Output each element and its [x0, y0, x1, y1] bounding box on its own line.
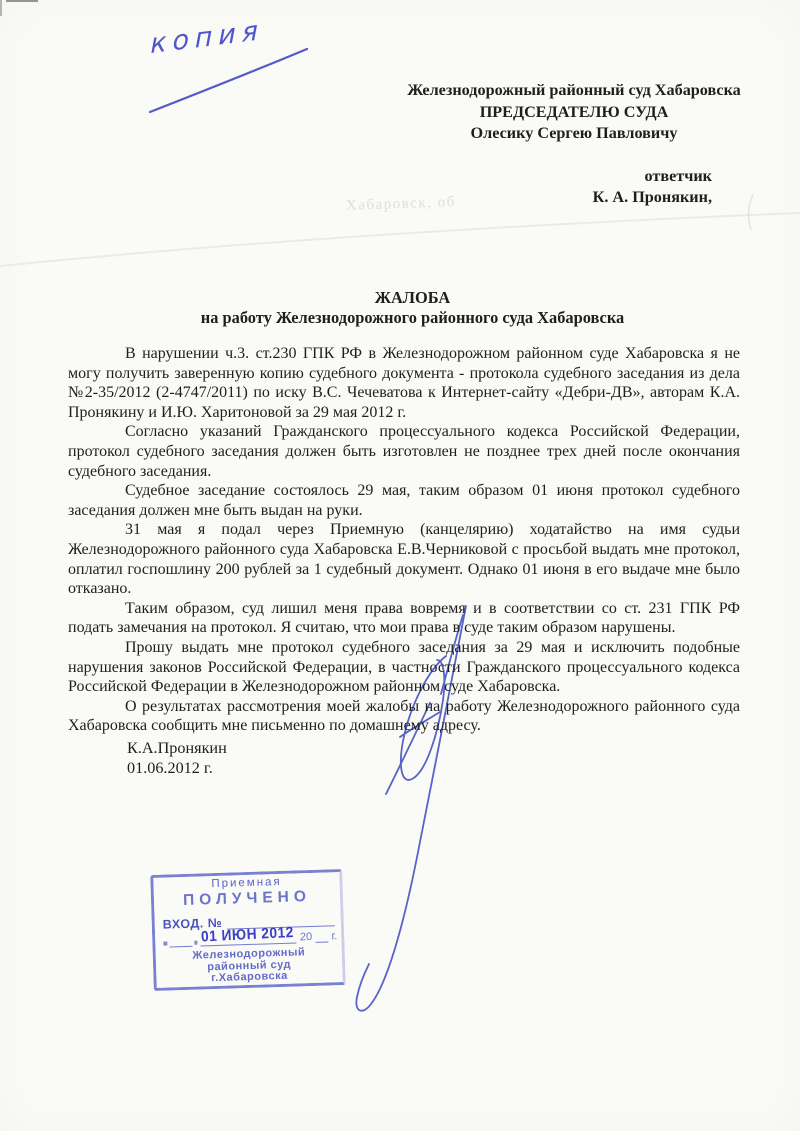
paper-crease-line [0, 213, 800, 266]
complaint-body [68, 344, 740, 736]
signatory-name: К.А.Пронякин [127, 739, 227, 757]
erased-ghost-text: Хабаровск, об [345, 194, 457, 214]
paragraph: Таким образом, суд лишил меня права вовремя и в соответствии со ст. 231 ГПК РФ подать замечания на протокол. Я считаю, что мои права в суде таким образом нарушены. [68, 599, 740, 637]
document-title-block [70, 288, 755, 328]
paragraph: 31 мая я подал через Приемную (канцелярию) ходатайство на имя судьи Железнодорожного районного суда Хабаровска Е.В.Черниковой с просьбой выдать мне протокол, оплатил госпошлину 200 рублей за 1 судебный документ. Однако 01 июня в его выдаче мне было отказано. [68, 521, 740, 598]
document-title: ЖАЛОБА [374, 288, 451, 307]
document-subtitle: на работу Железнодорожного районного суда Хабаровска [200, 308, 625, 327]
copy-note-underline-stroke [150, 49, 307, 112]
court-name: Железнодорожный районный суд Хабаровска [407, 81, 741, 99]
paragraph: Согласно указаний Гражданского процессуального кодекса Российской Федерации, протокол судебного заседания должен быть изготовлен не позднее трех дней после окончания судебного заседания. [68, 423, 740, 480]
respondent-label: ответчик [644, 166, 712, 185]
signature-date: 01.06.2012 г. [127, 759, 213, 777]
stamp-organization [156, 946, 343, 986]
addressee-title: ПРЕДСЕДАТЕЛЮ СУДА [479, 102, 669, 121]
stamp-year-suffix: г. [331, 930, 338, 943]
paragraph: Прошу выдать мне протокол судебного заседания за 29 мая и исключить подобные нарушения законов Российской Федерации, в частности Гражданского процессуального кодекса Российской Федерации в Железнодорожном районном суде Хабаровска. [68, 638, 740, 696]
stamp-org-line1: Железнодорожный [192, 946, 306, 962]
stamp-quote-mark [163, 942, 167, 946]
scan-edge-artifact-top [6, 0, 38, 2]
date-stamp: 01 ИЮН 2012 [201, 923, 295, 946]
paragraph: Судебное заседание состоялось 29 мая, таким образом 01 июня протокол судебного заседания должен мне быть выдан на руки. [68, 482, 740, 519]
signature-block [127, 738, 227, 778]
stamp-org-line2: районный суд [207, 958, 292, 973]
stamp-org-line3: г.Хабаровска [211, 969, 288, 985]
addressee-header [388, 80, 760, 209]
stamp-department: Приемная [211, 875, 282, 891]
stamp-received-label: ПОЛУЧЕНО [182, 888, 312, 910]
reception-stamp [150, 869, 346, 991]
scan-edge-artifact-left [0, 0, 2, 16]
stamp-quote-mark [194, 941, 198, 945]
paragraph: О результатах рассмотрения моей жалобы на работу Железнодорожного районного суда Хабаровска сообщить мне письменно по домашнему адресу. [68, 697, 740, 735]
stamp-year-line [315, 929, 329, 942]
handwritten-copy-note: копия [150, 14, 264, 61]
stamp-year-prefix: 20 [299, 930, 313, 944]
paragraph: В нарушении ч.3. ст.230 ГПК РФ в Железнодорожном районном суде Хабаровска я не могу получить заверенную копию судебного документа - протокола судебного заседания из дела №2-35/2012 (2-4747/2011) по иску В.С. Чечеватова к Интернет-сайту «Дебри-ДВ», авторам К.А. Пронякину и И.Ю. Харитоновой за 29 мая 2012 г. [68, 345, 740, 421]
addressee-name: Олесику Сергею Павловичу [470, 124, 678, 142]
stamp-month-line [201, 923, 297, 947]
respondent-name: К. А. Пронякин, [592, 188, 712, 206]
stamp-entry-label: ВХОД. № [162, 915, 223, 932]
stamp-day-line [169, 934, 192, 948]
